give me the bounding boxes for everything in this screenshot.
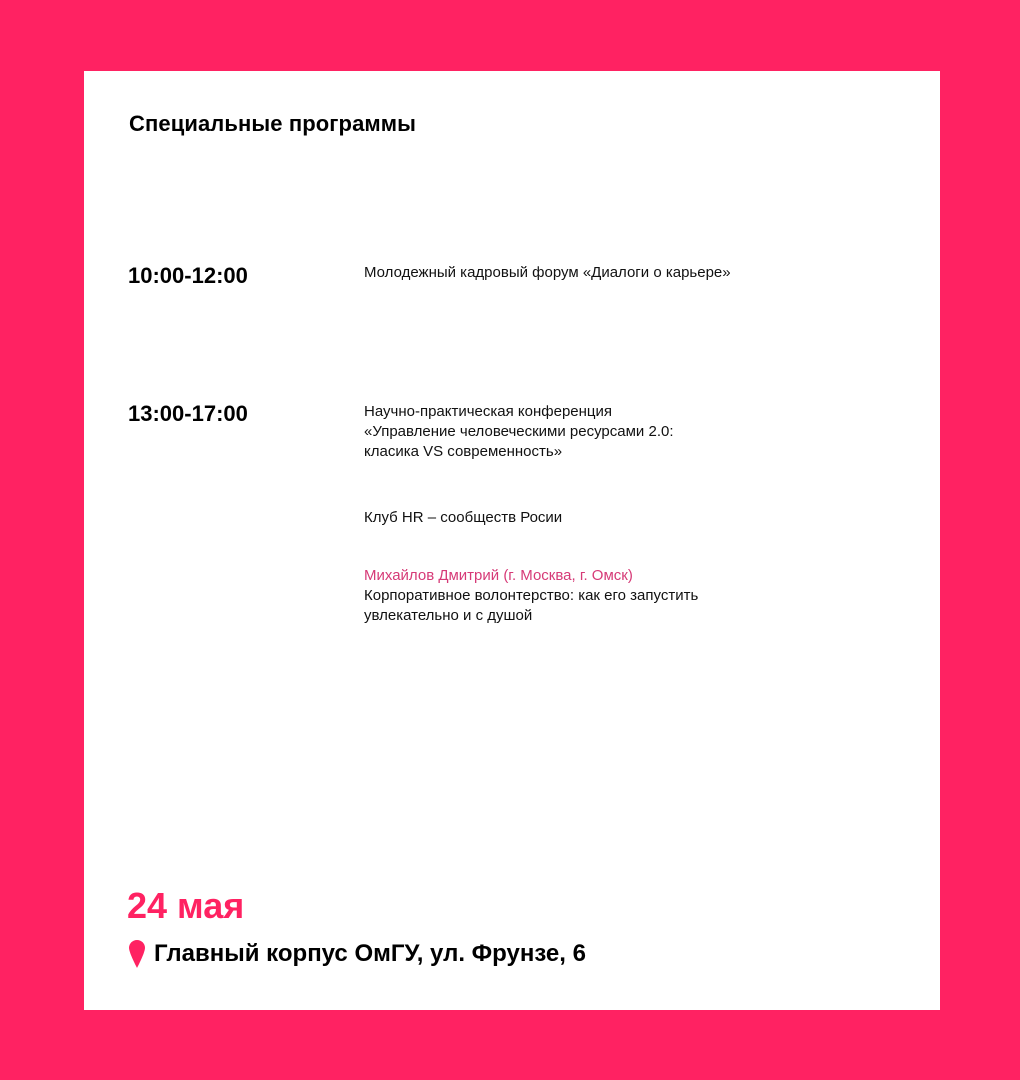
- section-title: Специальные программы: [129, 111, 417, 136]
- schedule-description-2: Научно-практическая конференция «Управление человеческими ресурсами 2.0: класика VS современность»: [364, 403, 674, 460]
- speaker-name: Михайлов Дмитрий (г. Москва, г. Омск): [364, 567, 633, 584]
- schedule-description-1: Молодежный кадровый форум «Диалоги о карьере»: [364, 264, 731, 281]
- map-pin-icon: [128, 939, 146, 969]
- schedule-time-2: 13:00-17:00: [128, 401, 248, 426]
- club-item: Клуб HR – сообществ Росии: [364, 509, 563, 526]
- talk-title: Корпоративное волонтерство: как его запустить увлекательно и с душой: [364, 587, 699, 624]
- program-card: [84, 71, 940, 1010]
- event-date: 24 мая: [127, 885, 245, 926]
- schedule-time-1: 10:00-12:00: [128, 263, 248, 288]
- event-location: [128, 939, 586, 969]
- location-text: Главный корпус ОмГУ, ул. Фрунзе, 6: [154, 940, 586, 967]
